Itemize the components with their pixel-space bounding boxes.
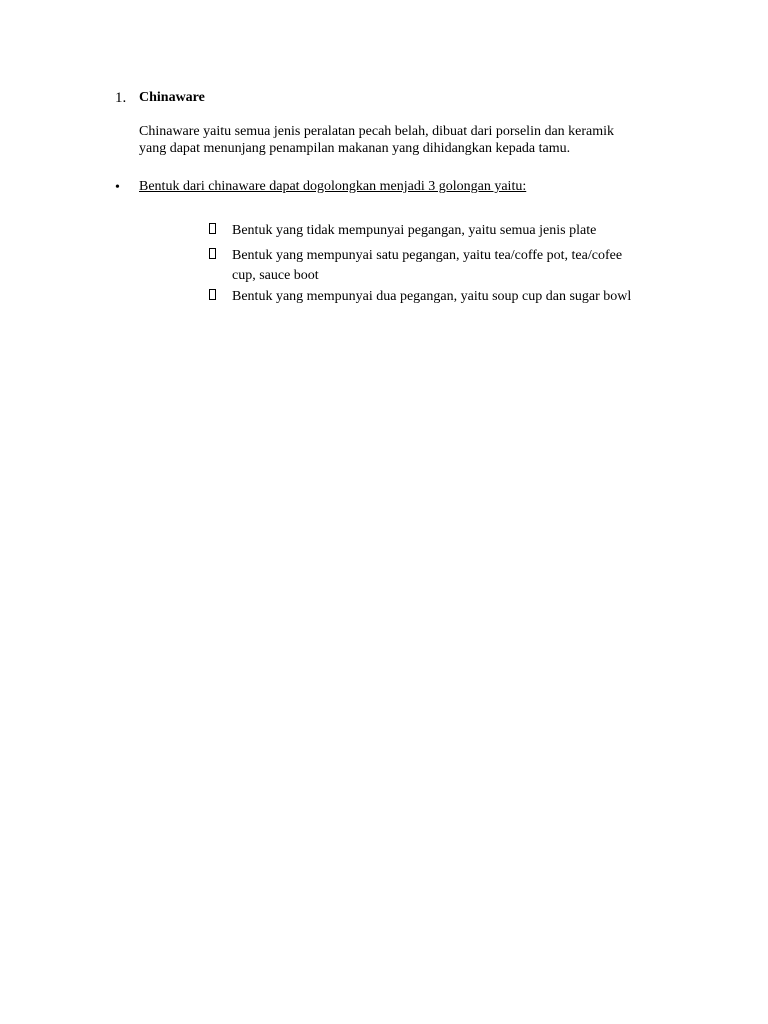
paragraph-line: yang dapat menunjang penampilan makanan yang dihidangkan kepada tamu. [139,141,571,156]
list-item-text [232,287,687,307]
section-title: Chinaware [139,90,205,105]
bullet-dot-icon: • [115,180,120,195]
missing-glyph-icon [209,223,216,234]
list-item-line: Bentuk yang tidak mempunyai pegangan, yaitu semua jenis plate [232,223,597,238]
list-item-text [232,246,687,286]
section-number: 1. [115,90,127,106]
list-item-line: cup, sauce boot [232,268,319,283]
list-item-text [232,221,687,241]
missing-glyph-icon [209,289,216,300]
list-item-line: Bentuk yang mempunyai dua pegangan, yaitu soup cup dan sugar bowl [232,289,632,304]
missing-glyph-icon [209,248,216,259]
paragraph-line: Chinaware yaitu semua jenis peralatan pecah belah, dibuat dari porselin dan keramik [139,124,615,139]
list-item-line: Bentuk yang mempunyai satu pegangan, yaitu tea/coffe pot, tea/cofee [232,248,623,263]
definition-paragraph [139,123,699,157]
bullet-heading: Bentuk dari chinaware dapat dogolongkan menjadi 3 golongan yaitu: [139,179,527,194]
